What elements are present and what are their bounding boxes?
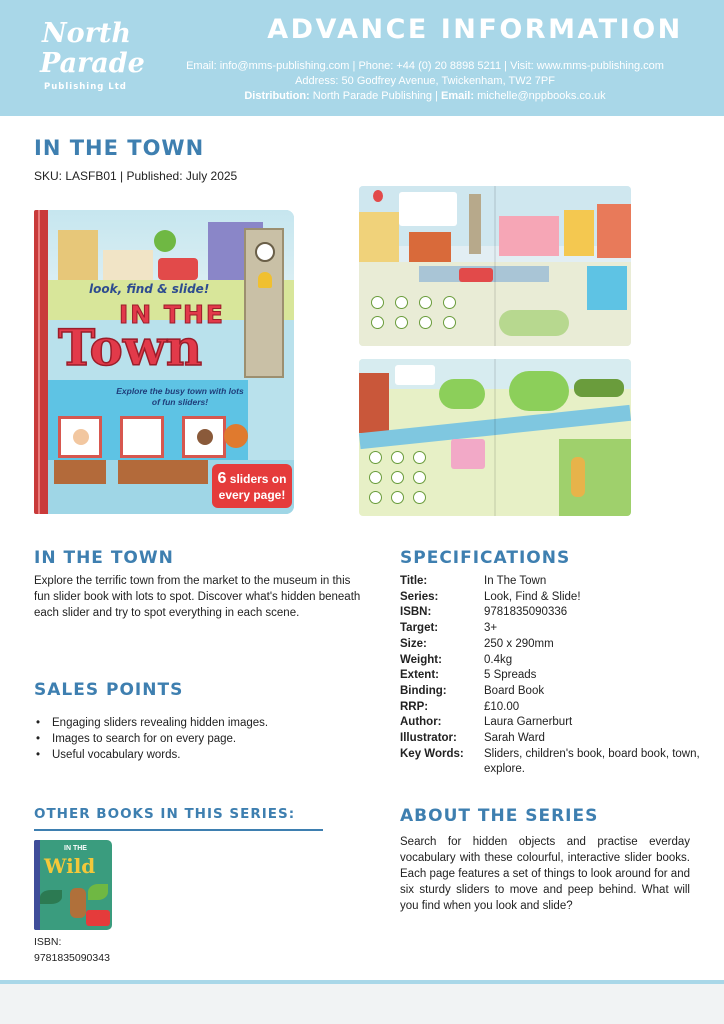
spec-label: Binding: [400,684,447,697]
spec-label: Target: [400,622,439,635]
interior-spread-park [359,359,631,516]
spec-value: 5 Spreads [484,669,537,682]
other-cover-title-line1: IN THE [64,845,87,852]
spec-row [400,637,700,653]
list-item: • Images to search for on every page. [34,731,364,747]
clock-tower [244,228,284,378]
other-book-cover[interactable] [34,840,112,930]
contact-line-2 [150,75,700,87]
phone-label: Phone: [358,60,394,72]
spec-value: Board Book [484,684,545,697]
header-banner [0,0,724,116]
spec-label: Author: [400,716,442,729]
visit-label: Visit: [510,60,534,72]
spec-row [400,668,700,684]
specifications-table [400,574,700,778]
phone-number: +44 (0) 20 8898 5211 [396,60,502,72]
description-text: Explore the terrific town from the market to the museum in this fun slider book with lots to spot. Discover what's hidden beneath each slider and try to spot everything in each scene. [34,575,361,619]
distribution-text: North Parade Publishing [312,90,433,102]
spec-label: Series: [400,590,439,603]
list-item: • Engaging sliders revealing hidden images. [34,715,364,731]
spec-row [400,700,700,716]
badge-number: 6 [217,470,227,487]
document-title: ADVANCE INFORMATION [267,14,683,45]
about-series-heading: ABOUT THE SERIES [400,806,599,826]
divider [34,829,323,831]
spec-row [400,684,700,700]
spec-row [400,653,700,669]
spec-label: Title: [400,575,428,587]
contact-line-3: Distribution: North Parade Publishing | Email: michelle@nppbooks.co.uk [244,90,606,102]
logo-word-publishing: Publishing Ltd [44,82,127,92]
other-isbn-label: ISBN: [34,936,62,948]
sales-points-list [34,715,364,763]
spec-row [400,574,700,590]
distribution-email-link[interactable]: michelle@nppbooks.co.uk [477,90,606,102]
spec-label: RRP: [400,700,429,713]
spec-value: In The Town [484,575,547,587]
sliders-badge [212,464,292,508]
planter [118,460,208,484]
logo-word-north: North [42,18,132,49]
page-title: IN THE TOWN [34,136,205,160]
cover-window [182,416,226,458]
spec-row [400,605,700,621]
publisher-logo [30,14,145,94]
list-item: • Useful vocabulary words. [34,747,364,763]
footer [0,984,724,1024]
badge-text: sliders on every page! [218,472,287,503]
spec-row [400,621,700,637]
specifications-heading: SPECIFICATIONS [400,548,571,568]
spec-value: Look, Find & Slide! [484,590,581,603]
spec-label: Illustrator: [400,732,457,745]
bell-icon [258,272,272,288]
website-link[interactable]: www.mms-publishing.com [536,60,664,72]
spec-value: Sliders, children's book, board book, town, explore. [484,747,700,776]
interior-spread-town [359,186,631,346]
email2-label: Email: [441,90,475,102]
spec-value: Sarah Ward [484,732,545,745]
cover-title-line2: Town [58,318,203,377]
clock-icon [255,242,275,262]
spec-row [400,590,700,606]
cover-window [58,416,102,458]
spec-value: Laura Garnerburt [484,716,573,729]
cover-spine [34,210,48,514]
spec-label: Size: [400,637,427,650]
description-heading: IN THE TOWN [34,548,174,568]
spec-row [400,715,700,731]
spec-value: 250 x 290mm [484,637,554,650]
spec-value: 3+ [484,622,498,635]
other-books-heading: OTHER BOOKS IN THIS SERIES: [34,806,296,822]
spec-label: Extent: [400,669,439,682]
other-isbn-value: 9781835090343 [34,952,110,964]
cover-title-line1: IN THE [119,300,225,329]
spec-value: £10.00 [484,700,520,713]
email-label: Email: [186,60,217,72]
spec-label: ISBN: [400,606,432,619]
address-label: Address: [295,75,339,87]
spec-row [400,731,700,747]
sales-points-heading: SALES POINTS [34,680,184,700]
cover-series-line: look, find & slide! [89,282,210,296]
spec-label: Weight: [400,653,442,666]
logo-word-parade: Parade [40,48,145,79]
squirrel-icon [224,424,248,448]
email-link[interactable]: info@mms-publishing.com [219,60,350,72]
book-cover-image [34,210,294,514]
contact-line-1: Email: info@mms-publishing.com | Phone: +44 (0) 20 8898 5211 | Visit: www.mms-publishing.com [186,60,664,72]
cover-explore-text: Explore the busy town with lots of fun sliders! [116,386,244,408]
sku-published-line: SKU: LASFB01 | Published: July 2025 [34,169,238,183]
other-cover-title-line2: Wild [44,854,96,878]
spec-label: Key Words: [400,747,464,760]
spec-row [400,747,700,778]
spec-value: 0.4kg [484,653,513,666]
spec-value: 9781835090336 [484,606,568,619]
cover-window [120,416,164,458]
planter [54,460,106,484]
distribution-label: Distribution: [244,90,310,102]
address-text: 50 Godfrey Avenue, Twickenham, TW2 7PF [341,75,555,87]
about-series-text: Search for hidden objects and practise everday vocabulary with these colourful, interactive slider books. Each page features a set of things to look around for and six sturdy sliders to move and peep behind. What will you find when you look and slide? [400,836,690,912]
